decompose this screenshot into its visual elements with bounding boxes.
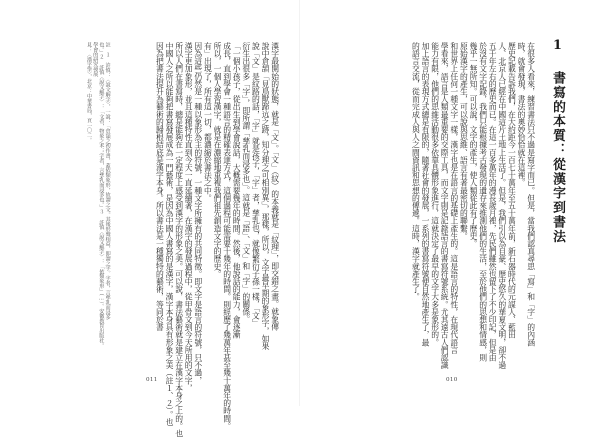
page-number: 011 [146, 377, 158, 383]
footnote-line: 也。」２ 許慎〈說文解字〉：「文者，物象之本；字者，言孳乳而浸多也。」３ 許慎〈說文解字〉：「依類象形」（…）。安徽教育出版社。 [98, 42, 105, 348]
text-line: 漢字最開始的狀態，就是「文」。「文」（紋）的本義就是「紋理」，即交錯之畫。就象傳 [270, 42, 280, 331]
text-line: 在很多人看來，練習書法只不過是寫字而已。但是，當我們認真尋思「寫」和「字」的內涵 [526, 42, 536, 346]
text-line: 說「文」是紋路的話，「字」就是孩子，「字」者，孳乳也，就像繁衍子孫一樣，「文」 [251, 42, 261, 327]
page-number: 010 [446, 377, 458, 383]
text-line: 所以人們在書寫時，總是能夠在一定程度上感受到漢字的形象之美。可以說，書法藝術就是建立在漢字本身之上的。也 [174, 42, 184, 437]
text-line: 「一個小孩子，從出生到學會說話，大概需要幾年的時間。然後，他說話的能力，會逐漸 [232, 42, 242, 339]
text-line: 能力有限，他們的思維活動很多依靠具體形象進行，這就決定了最早的文字大多是象形的。 [430, 42, 440, 346]
footnote-line: 註 １ 許慎：〈說文解字〉，一說：「倉頡之初作書，蓋依類象形，故謂之文。其後形聲相益，即謂之字。字者，言孳乳而浸多 [104, 42, 111, 320]
right-page [300, 0, 600, 406]
text-line: 人、北京人已經在中國這片土地上生活了。但是，我們引以為自豪、歷史悠久的華夏文明，卻不過 [497, 42, 507, 369]
text-line: 因為這些仍然是一種以象形為主的符號，一種文字所擁有的共同特徵。即文字是語言的符號，只不過， [193, 42, 203, 384]
text-line: 成長，直到學會一種語言的精確表達方式，這個過程可能需要十幾年的時間。則經歷了幾萬年甚至幾十萬年的時間。 [222, 42, 232, 430]
text-line: 原始漢字的產生，可以說與思維、語言有著最密切的聯繫。 [459, 42, 469, 240]
footnote-line: 見：〈漢字學〉，北京：中華書局，頁一〇二。 [85, 42, 92, 143]
text-line: 學看來，語言是人類最重要的交際工具，而文字則是記錄語言的書寫符號系統。尤其遠古人們認識 [440, 42, 450, 369]
text-line: 於沒有文字記錄，我們只能根據考古發現的遺存來推測他們的生活，至於他們的思想和情感，則 [478, 42, 488, 362]
text-line: 漢字更加象形，並且這種特性直到今天一直延續著，在漢字的發展過程中，從甲骨文到今天所用的文字， [184, 42, 194, 392]
text-line: 歷史記載告訴我們，在大約距今一百七十萬年至五十萬年前，新石器時代的元謀人、藍田 [507, 42, 517, 339]
text-line: 有」出現了，所有這一切，都濃縮於書法之中。 [203, 42, 213, 202]
text-line: 中國人之所以能夠把書寫發展成為一門藝術，是因為中國人書寫的是漢字，漢字本身具有形象之美（註１、２）。也 [164, 42, 174, 426]
text-line: 所以，一個人學習漢字，就是在濃縮地重複我們祖先創造文字的歷史。 [212, 42, 222, 278]
text-line: 因為把書法提升為藝術的歸根結底是漢字本身。所以書法是一種獨特的藝術，等同於書 [155, 42, 165, 331]
text-line: 五千年左右的歷史而已。在這一百多萬年的漫長歲月裡，先民們雖然也留下了不少印記，但是由 [488, 42, 498, 362]
text-line: 說中倉頡「見鳥獸蹄迒之跡，知分理之可相別異」，那樣，所以，文字最早期的象形字，如果 [260, 42, 270, 350]
text-line: 的語言交流，從而完成人與人之間資訊和思想的傳遞。這時，漢字就產生了。 [411, 42, 421, 301]
text-line: 和世界上任何一種文字一樣，漢字也是在語言的基礎上產生的。這是語言的特性，在現代語言 [449, 42, 459, 354]
text-line: 加上語言的表現方式總是有限的，隨著社會的發展，一系列的書寫符號便自然地產生了，最 [420, 42, 430, 346]
text-line: 時，就會發現，書法的奧妙恰恰就在這裡。 [516, 42, 526, 187]
chapter-title: 1 書寫的本質：從漢字到書法 [550, 38, 565, 244]
text-line: 衍生出很多「字」，即所謂「孳乳而浸多也」。這就是「語」、「文」和「字」的關係。 [241, 42, 251, 323]
text-line: 幾乎一無所知。可以說，文字的產生，使人類從此有了歷史。 [468, 42, 478, 248]
footnote-line: 學會的研究發展 [92, 42, 99, 77]
